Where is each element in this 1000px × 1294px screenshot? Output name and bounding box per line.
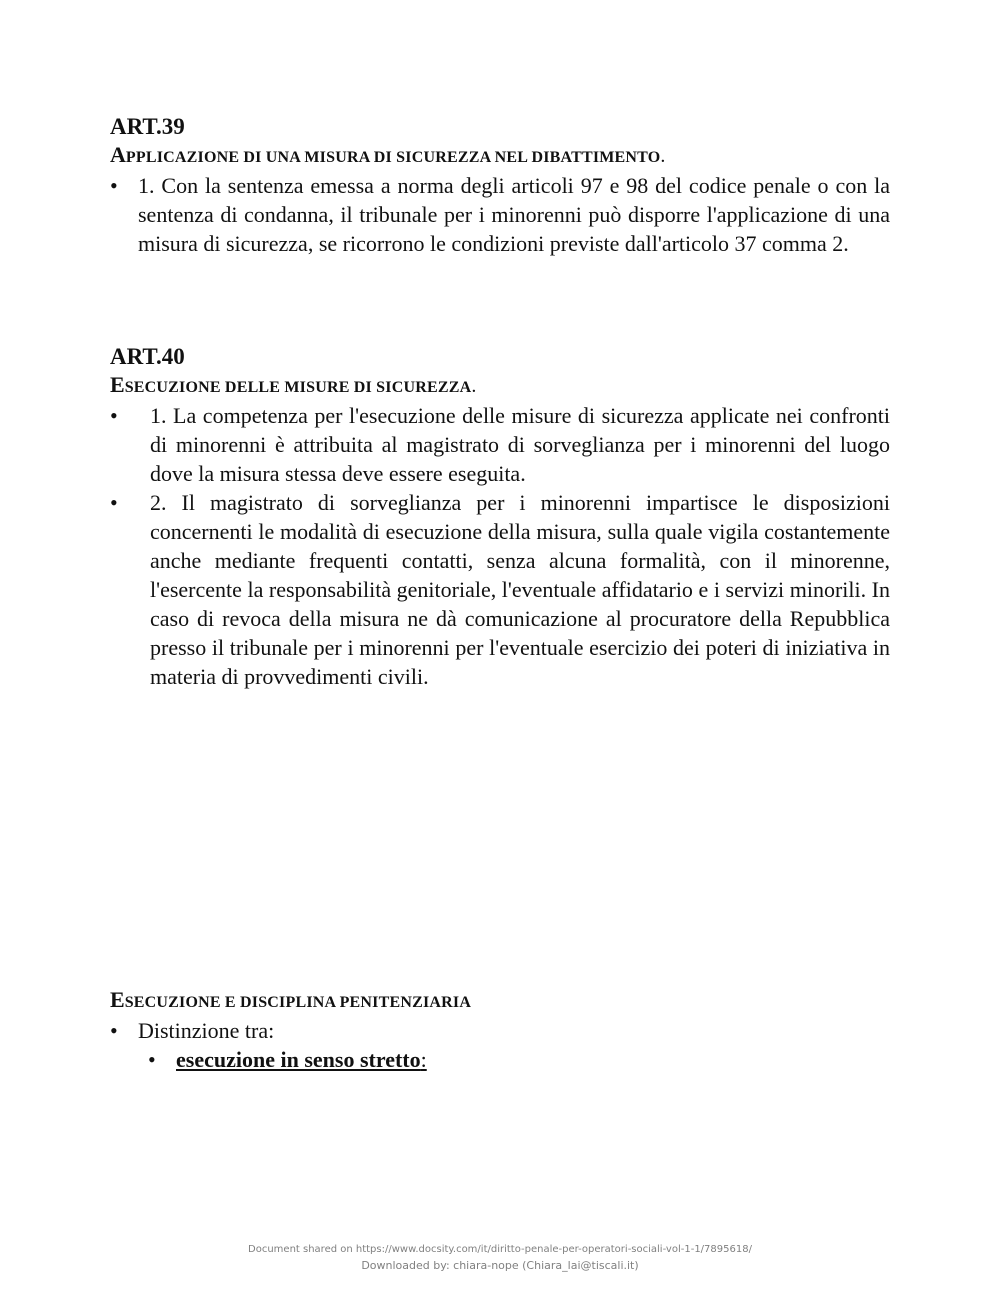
article-40-title-cap: E [110,372,125,397]
bullet-icon: • [110,490,118,515]
article-40-heading [110,342,890,372]
esecuzione-item-text: Distinzione tra: [138,1018,275,1043]
article-39-title [110,142,890,171]
article-40-list [110,401,890,691]
list-item [110,171,890,258]
footer-downloaded-by: Downloaded by: chiara-nope (Chiara_lai@tiscali.it) [361,1259,639,1272]
esecuzione-title-cap: E [110,987,125,1012]
article-39-title-end: . [660,145,666,167]
footer-shared-link[interactable]: Document shared on https://www.docsity.com/it/diritto-penale-per-operatori-sociali-vol-1-1/7895618/ [248,1244,752,1255]
article-40-item-1-text: 1. La competenza per l'esecuzione delle misure di sicurezza applicate nei confronti di minorenni è attribuita al magistrato di sorveglianza per i minorenni del luogo dove la misura stessa deve essere eseguita. [150,403,890,486]
list-item [110,488,890,691]
article-40-title [110,372,890,401]
article-39-heading-cap: A [110,114,127,139]
article-39-list [110,171,890,258]
document-page [110,112,890,1074]
bullet-icon: • [110,173,118,198]
article-40-item-2-text: 2. Il magistrato di sorveglianza per i minorenni impartisce le disposizioni concernenti le modalità di esecuzione della misura, sulla quale vigila costantemente anche mediante frequenti contatti, senza alcuna formalità, con il minorenne, l'esercente la responsabilità genitoriale, l'eventuale affidatario e i servizi minorili. In caso di revoca della misura ne dà comunicazione al procuratore della Repubblica presso il tribunale per i minorenni per l'eventuale esercizio dei poteri di iniziativa in materia di provvedimenti civili. [150,490,890,689]
article-39-heading-rest: RT.39 [126,114,185,139]
list-item [110,1016,890,1045]
esecuzione-subitem-text: esecuzione in senso stretto [176,1047,421,1072]
article-39-section [110,112,890,258]
article-39-heading [110,112,890,142]
article-39-item-1-text: 1. Con la sentenza emessa a norma degli articoli 97 e 98 del codice penale o con la sentenza di condanna, il tribunale per i minorenni può disporre l'applicazione di una misura di sicurezza, se ricorrono le condizioni previste dall'articolo 37 comma 2. [138,173,890,256]
article-40-heading-rest: RT.40 [126,344,185,369]
article-40-title-rest: SECUZIONE DELLE MISURE DI SICUREZZA [124,379,472,396]
article-39-title-rest: PPLICAZIONE DI UNA MISURA DI SICUREZZA NEL DIBATTIMENTO [125,149,661,166]
article-40-title-end: . [471,375,477,397]
esecuzione-title [110,987,890,1016]
esecuzione-section [110,987,890,1074]
esecuzione-list [110,1016,890,1045]
article-40-heading-cap: A [110,344,127,369]
esecuzione-title-rest: SECUZIONE E DISCIPLINA PENITENZIARIA [124,994,472,1011]
esecuzione-subitem-suffix: : [420,1047,427,1072]
bullet-icon: • [148,1047,156,1072]
list-item [110,401,890,488]
article-39-title-cap: A [110,142,126,167]
esecuzione-sublist [110,1045,890,1074]
bullet-icon: • [110,1018,118,1043]
bullet-icon: • [110,403,118,428]
article-40-section [110,342,890,691]
list-item [110,1045,890,1074]
